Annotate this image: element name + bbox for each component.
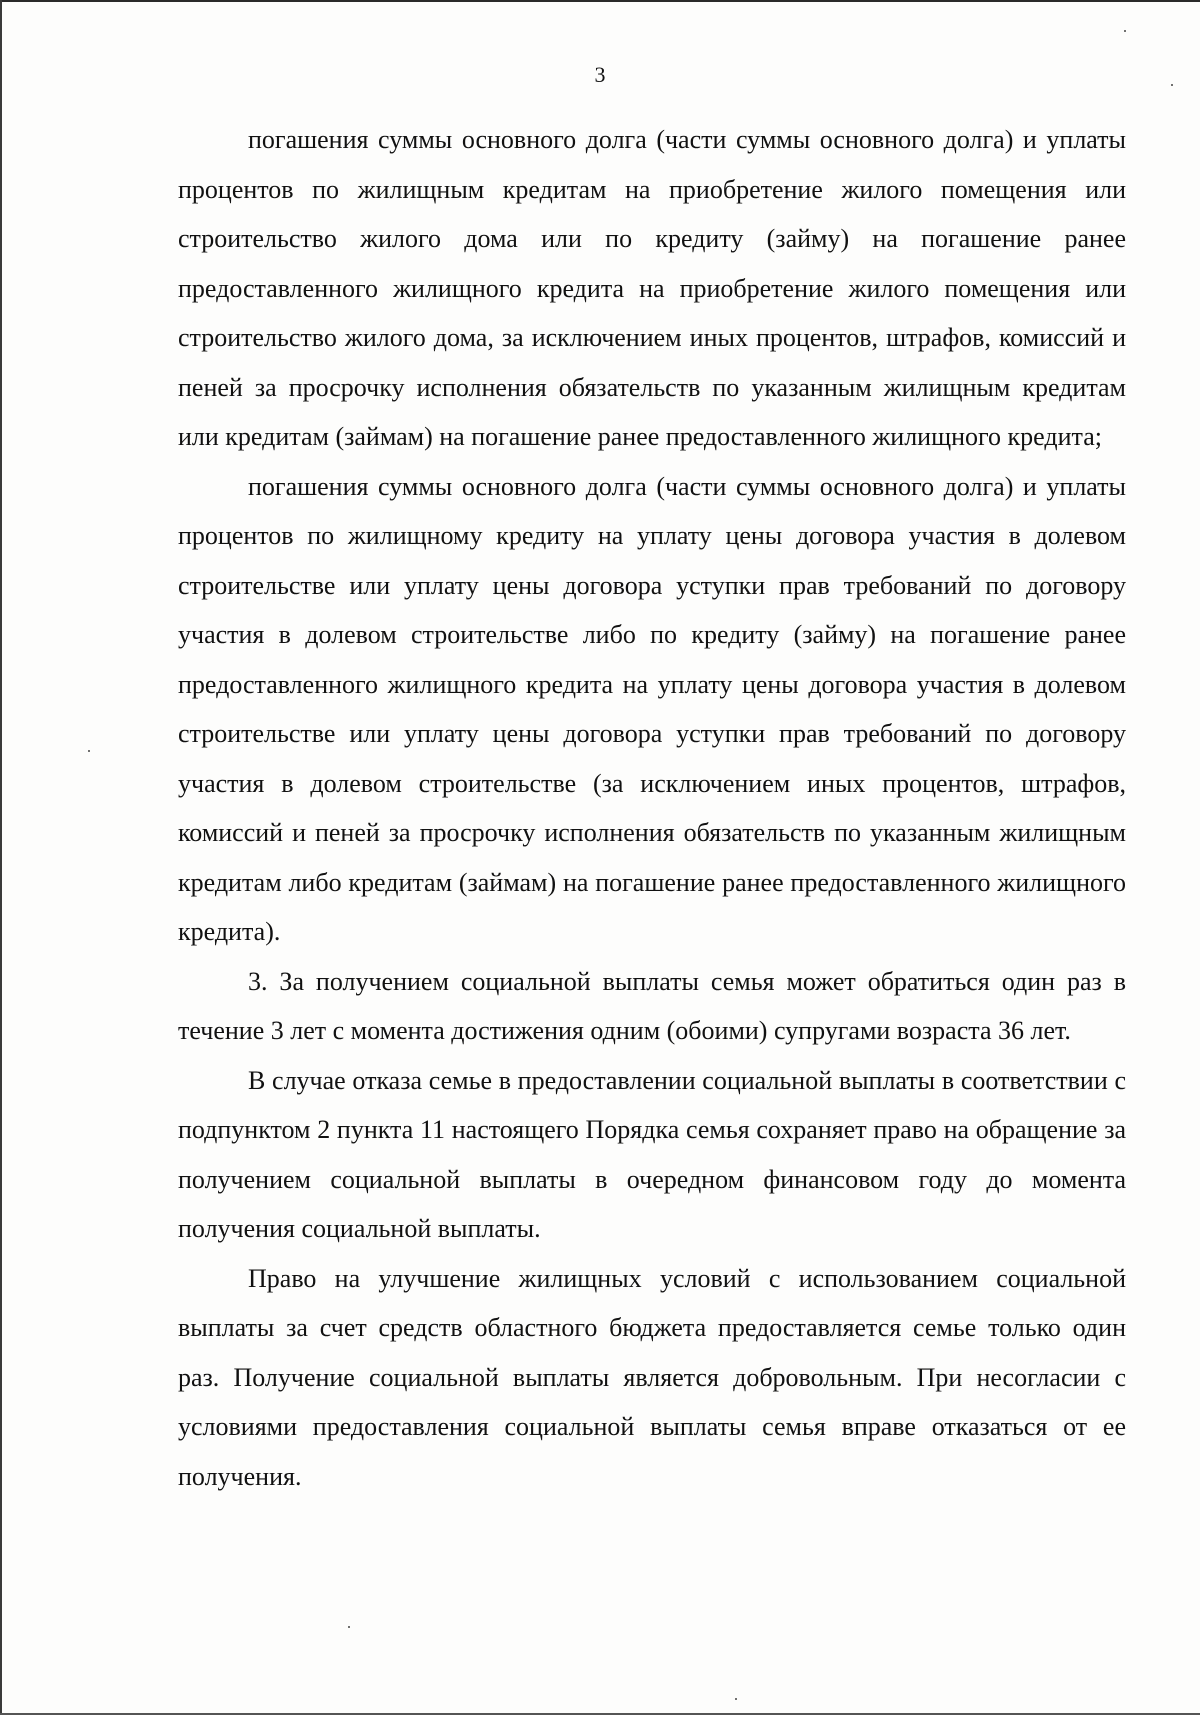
scan-speck (348, 1626, 350, 1628)
scan-speck (88, 750, 90, 752)
scan-edge-left (0, 0, 2, 1715)
page-number: 3 (594, 62, 606, 87)
scan-speck (1124, 30, 1126, 32)
paragraph-item-3-eligibility: 3. За получением социальной выплаты семья может обратиться один раз в течение 3 лет с момента достижения одним (обоими) супругами возраста 36 лет. (178, 966, 1126, 1045)
scan-speck (735, 1698, 737, 1700)
paragraph-shared-construction-loan: погашения суммы основного долга (части суммы основного долга) и уплаты процентов по жилищному кредиту на уплату цены договора участия в долевом строительстве или уплату цены договора уступки прав требований по договору участия в долевом строительстве либо по кредиту (займу) на погашение ранее предоставленного жилищного кредита на уплату цены договора участия в долевом строительстве или уплату цены договора уступки прав требований по договору участия в долевом строительстве (за исключением иных процентов, штрафов, комиссий и пеней за просрочку исполнения обязательств по указанным жилищным кредитам либо кредитам (займам) на погашение ранее предоставленного жилищного кредита). (178, 471, 1126, 946)
paragraph-one-time-right: Право на улучшение жилищных условий с использованием социальной выплаты за счет средств областного бюджета предоставляется семье только один раз. Получение социальной выплаты является добровольным. При несогласии с условиями предоставления социальной выплаты семья вправе отказаться от ее получения. (178, 1263, 1126, 1491)
paragraph-housing-loan-repayment: погашения суммы основного долга (части суммы основного долга) и уплаты процентов по жилищным кредитам на приобретение жилого помещения или строительство жилого дома или по кредиту (займу) на погашение ранее предоставленного жилищного кредита на приобретение жилого помещения или строительство жилого дома, за исключением иных процентов, штрафов, комиссий и пеней за просрочку исполнения обязательств по указанным жилищным кредитам или кредитам (займам) на погашение ранее предоставленного жилищного кредита; (178, 125, 1126, 451)
paragraph-refusal-rights: В случае отказа семье в предоставлении социальной выплаты в соответствии с подпунктом 2 пункта 11 настоящего Порядка семья сохраняет право на обращение за получением социальной выплаты в очередном финансовом году до момента получения социальной выплаты. (178, 1065, 1126, 1243)
scan-edge-top (0, 0, 1200, 2)
scan-speck (1171, 84, 1173, 86)
document-body (178, 115, 1126, 1501)
